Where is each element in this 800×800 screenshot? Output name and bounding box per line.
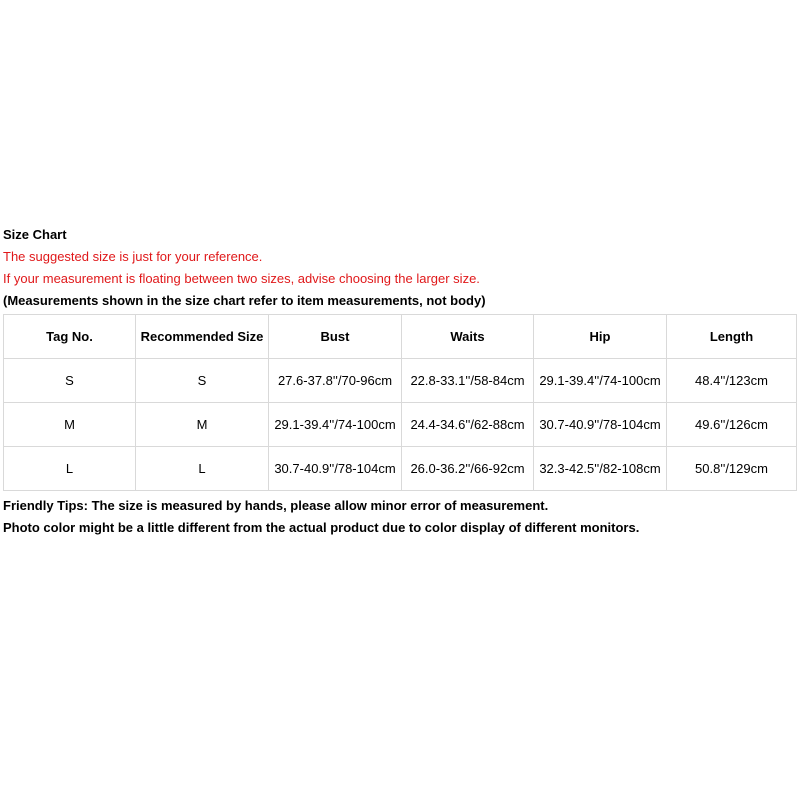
cell-bust: 27.6-37.8''/70-96cm bbox=[269, 359, 402, 403]
cell-length: 50.8''/129cm bbox=[667, 447, 797, 491]
table-row bbox=[4, 447, 797, 491]
cell-bust: 29.1-39.4''/74-100cm bbox=[269, 403, 402, 447]
measurement-note: (Measurements shown in the size chart refer to item measurements, not body) bbox=[3, 293, 486, 308]
cell-tag-no: L bbox=[4, 447, 136, 491]
cell-waist: 26.0-36.2''/66-92cm bbox=[402, 447, 534, 491]
cell-waist: 24.4-34.6''/62-88cm bbox=[402, 403, 534, 447]
cell-hip: 32.3-42.5''/82-108cm bbox=[534, 447, 667, 491]
size-table bbox=[3, 314, 797, 491]
friendly-tips: Friendly Tips: The size is measured by hands, please allow minor error of measurement. bbox=[3, 498, 549, 513]
cell-recommended-size: L bbox=[136, 447, 269, 491]
cell-tag-no: M bbox=[4, 403, 136, 447]
header-hip: Hip bbox=[534, 315, 667, 359]
cell-waist: 22.8-33.1''/58-84cm bbox=[402, 359, 534, 403]
cell-recommended-size: M bbox=[136, 403, 269, 447]
size-chart-title: Size Chart bbox=[3, 227, 67, 242]
cell-length: 48.4''/123cm bbox=[667, 359, 797, 403]
larger-size-advice: If your measurement is floating between two sizes, advise choosing the larger size. bbox=[3, 271, 480, 286]
header-waist: Waits bbox=[402, 315, 534, 359]
table-row bbox=[4, 359, 797, 403]
table-header-row bbox=[4, 315, 797, 359]
header-bust: Bust bbox=[269, 315, 402, 359]
cell-length: 49.6''/126cm bbox=[667, 403, 797, 447]
table-row bbox=[4, 403, 797, 447]
cell-hip: 29.1-39.4''/74-100cm bbox=[534, 359, 667, 403]
cell-tag-no: S bbox=[4, 359, 136, 403]
header-recommended-size: Recommended Size bbox=[136, 315, 269, 359]
header-tag-no: Tag No. bbox=[4, 315, 136, 359]
reference-note: The suggested size is just for your reference. bbox=[3, 249, 263, 264]
header-length: Length bbox=[667, 315, 797, 359]
cell-recommended-size: S bbox=[136, 359, 269, 403]
cell-hip: 30.7-40.9''/78-104cm bbox=[534, 403, 667, 447]
cell-bust: 30.7-40.9''/78-104cm bbox=[269, 447, 402, 491]
photo-color-note: Photo color might be a little different from the actual product due to color display of different monitors. bbox=[3, 520, 640, 535]
size-chart-section bbox=[3, 224, 797, 539]
